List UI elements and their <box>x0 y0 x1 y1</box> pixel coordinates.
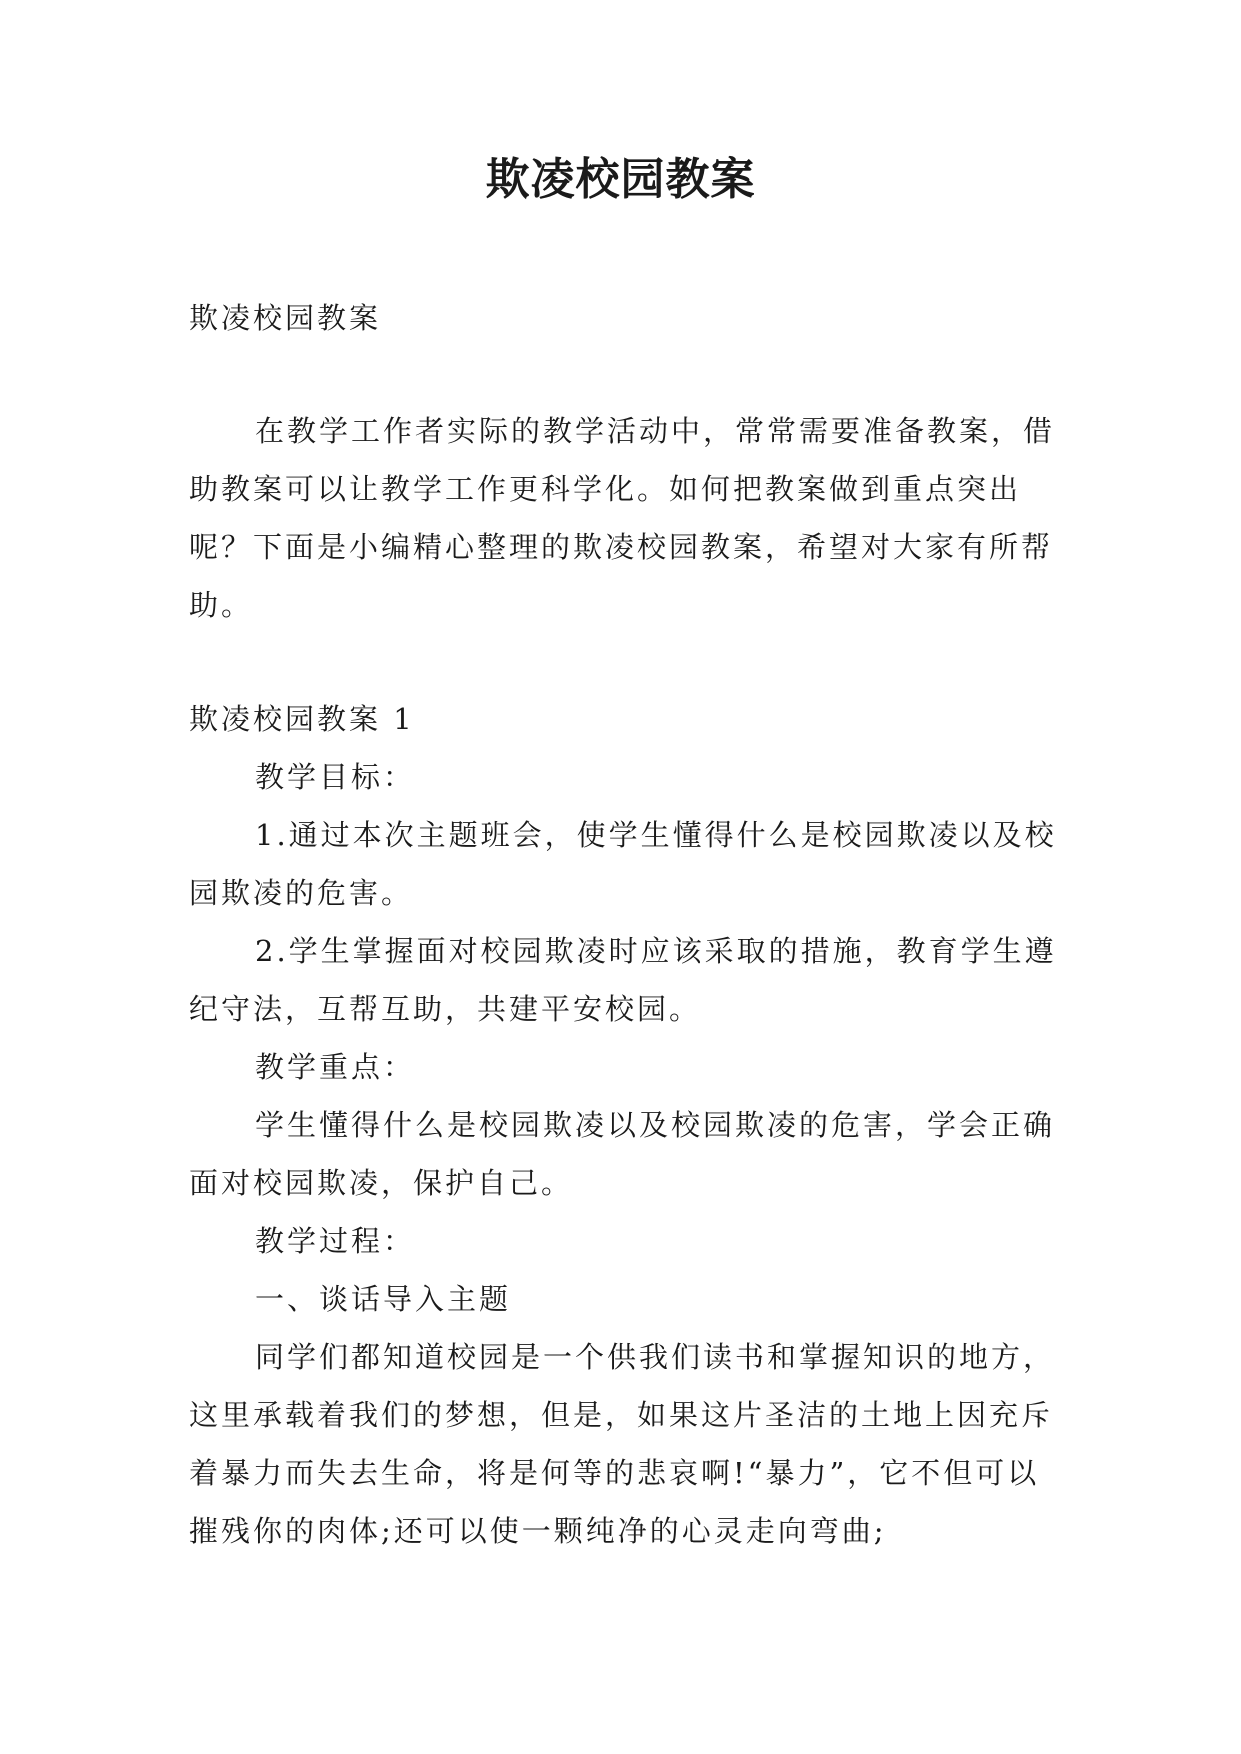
objective-item: 1.通过本次主题班会，使学生懂得什么是校园欺凌以及校园欺凌的危害。 <box>189 818 1057 910</box>
document-subtitle <box>189 289 1059 347</box>
key-points-label: 教学重点： <box>255 1050 416 1084</box>
objective-item: 2.学生掌握面对校园欺凌时应该采取的措施，教育学生遵纪守法，互帮互助，共建平安校园。 <box>189 934 1057 1026</box>
step-heading: 一、谈话导入主题 <box>255 1282 512 1316</box>
lesson-section <box>189 690 1059 1560</box>
document-title: 欺凌校园教案 <box>485 154 756 205</box>
intro-section <box>189 402 1059 634</box>
section-heading: 欺凌校园教案 1 <box>189 702 415 736</box>
subtitle-text: 欺凌校园教案 <box>189 301 382 335</box>
key-points-paragraph: 学生懂得什么是校园欺凌以及校园欺凌的危害，学会正确面对校园欺凌，保护自己。 <box>189 1108 1056 1200</box>
process-label: 教学过程： <box>255 1224 416 1258</box>
step-paragraph: 同学们都知道校园是一个供我们读书和掌握知识的地方，这里承载着我们的梦想，但是，如果这片圣洁的土地上因充斥着暴力而失去生命，将是何等的悲哀啊!“暴力”，它不但可以摧残你的肉体;还可以使一颗纯净的心灵走向弯曲; <box>189 1340 1056 1548</box>
intro-paragraph: 在教学工作者实际的教学活动中，常常需要准备教案，借助教案可以让教学工作更科学化。如何把教案做到重点突出呢？下面是小编精心整理的欺凌校园教案，希望对大家有所帮助。 <box>189 414 1056 622</box>
objectives-label: 教学目标： <box>255 760 416 794</box>
